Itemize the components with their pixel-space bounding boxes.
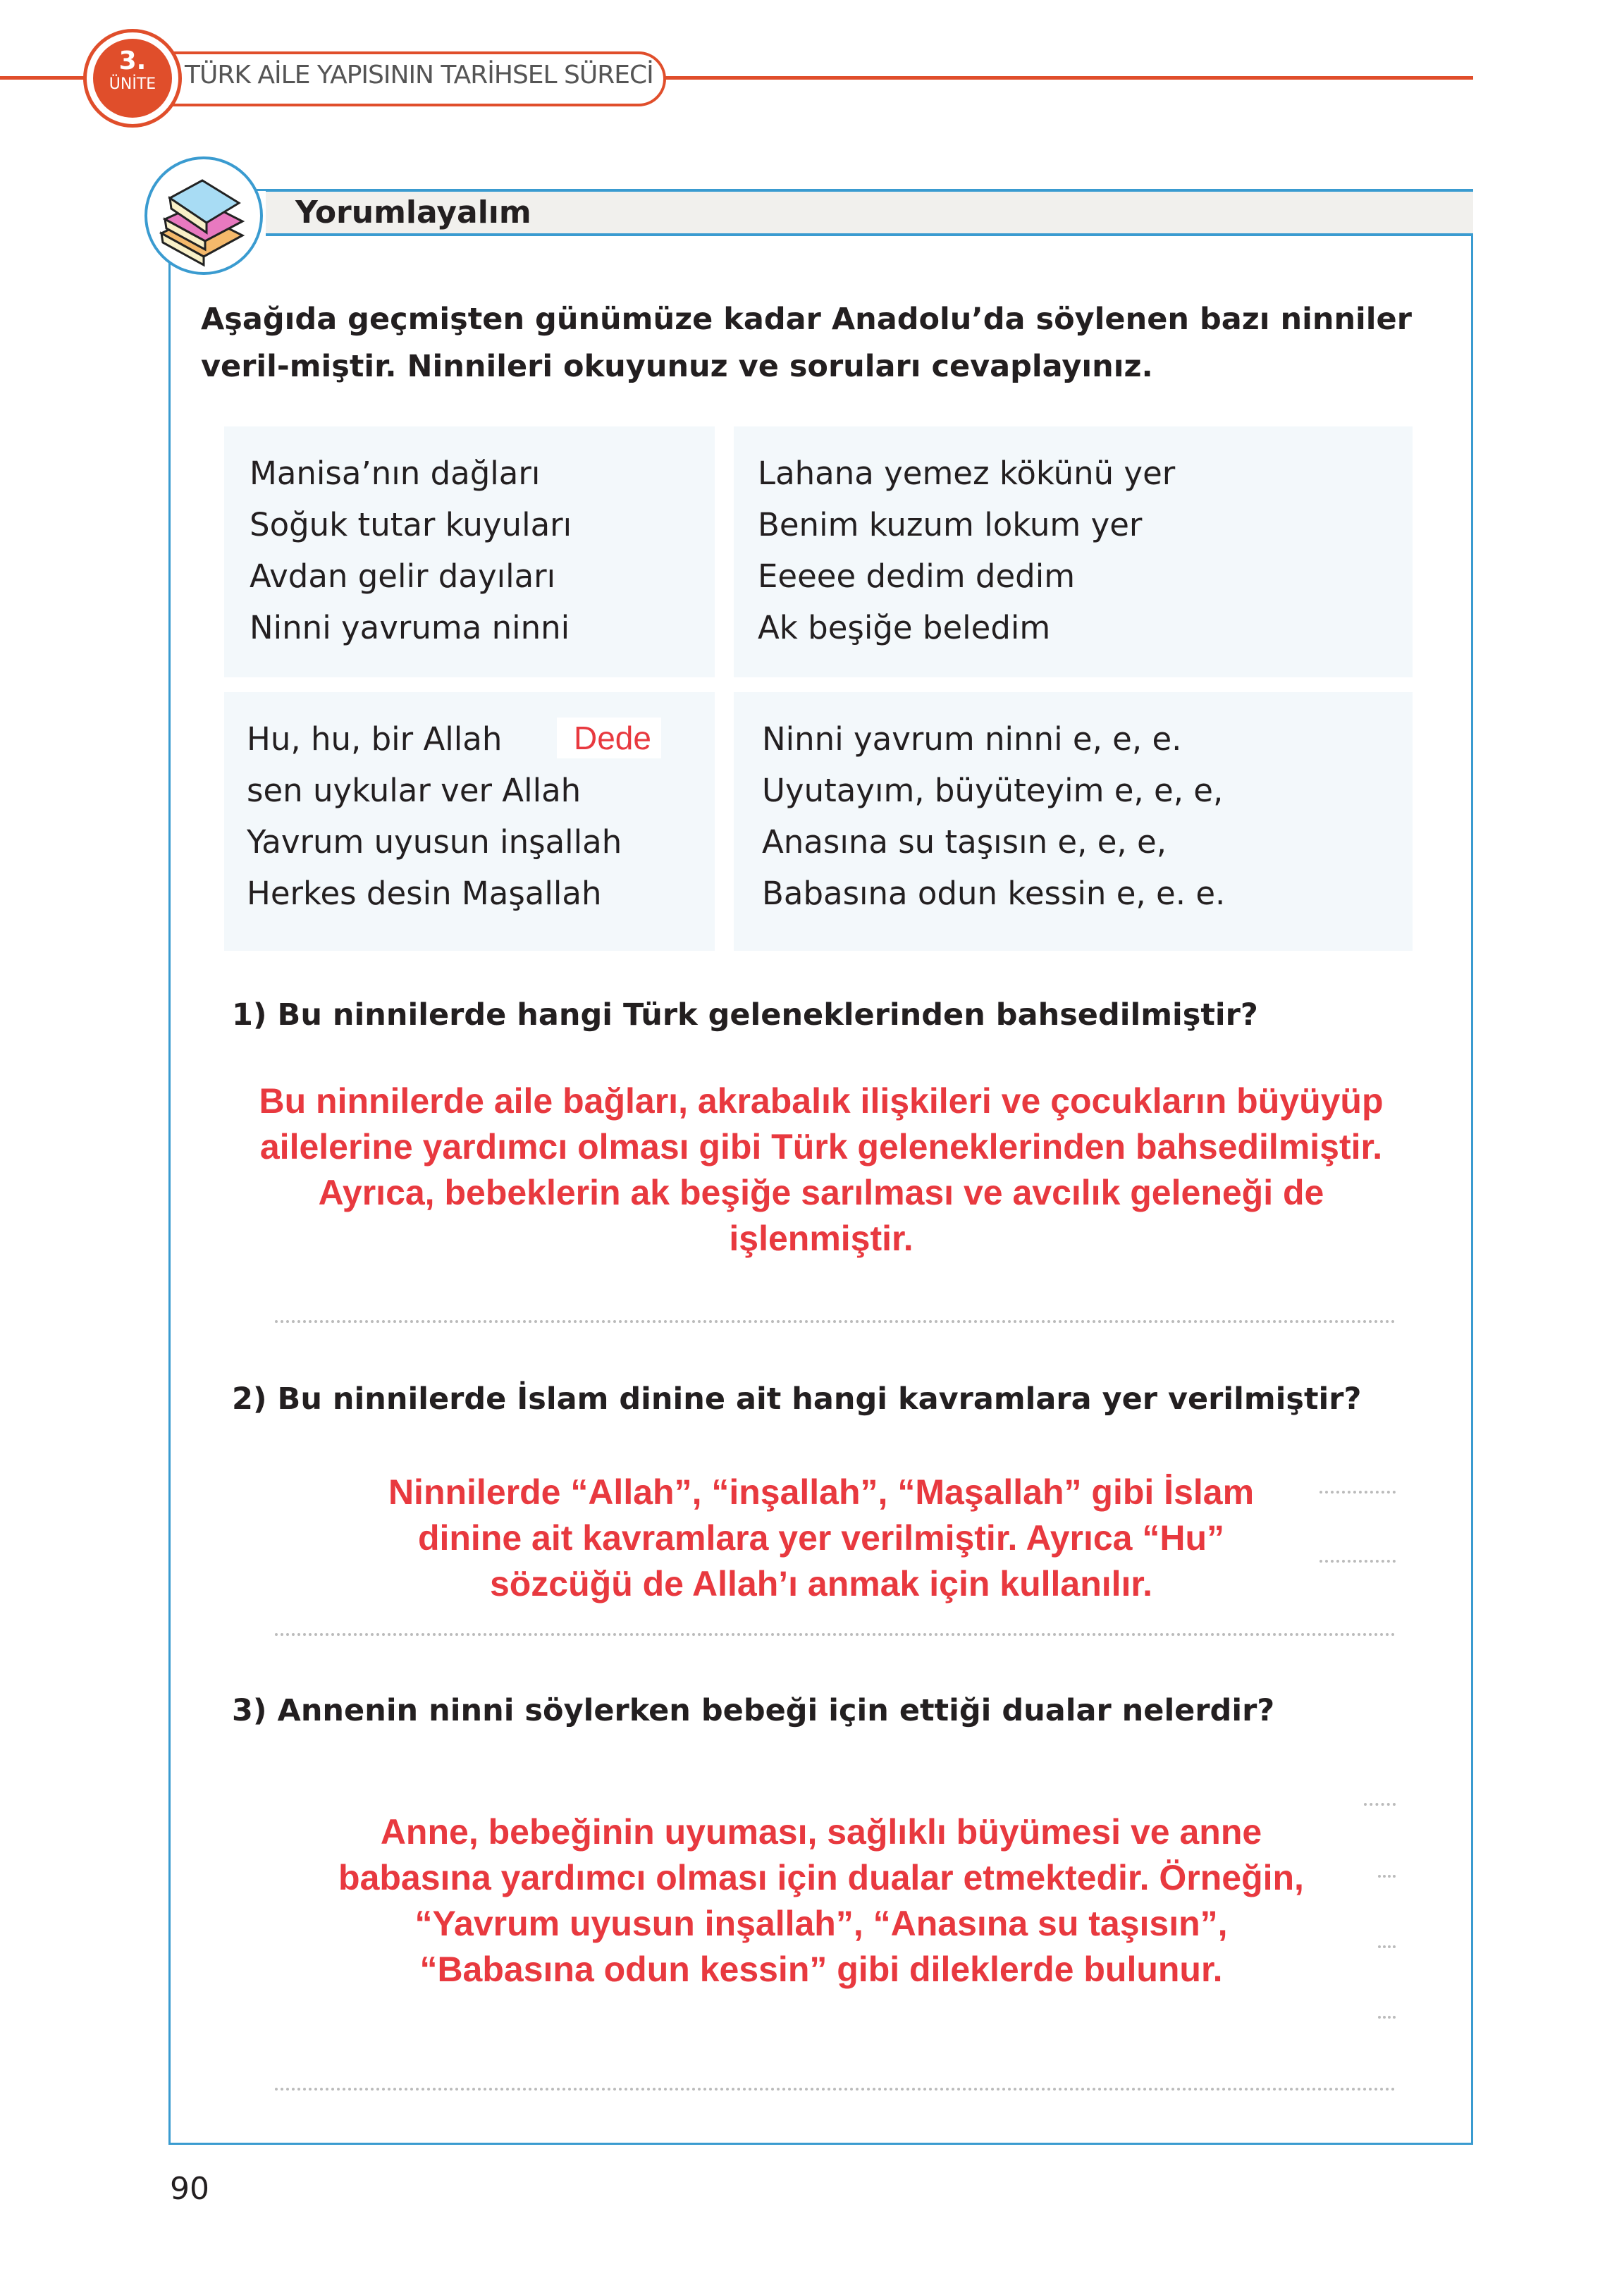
answer-line: “Yavrum uyusun inşallah”, “Anasına su taşısın”, bbox=[414, 1904, 1228, 1943]
poem-line: Uyutayım, büyüteyim e, e, e, bbox=[762, 772, 1224, 809]
poem-line: Anasına su taşısın e, e, e, bbox=[762, 823, 1167, 861]
unit-title: TÜRK AİLE YAPISININ TARİHSEL SÜRECİ bbox=[185, 61, 653, 90]
answer-line: dinine ait kavramlara yer verilmiştir. Ayrıca “Hu” bbox=[417, 1518, 1225, 1558]
answer-line-dots bbox=[1378, 2016, 1396, 2019]
poem-box-1 bbox=[224, 426, 715, 677]
poem-line: Ninni yavruma ninni bbox=[250, 609, 570, 646]
poem-line: Lahana yemez kökünü yer bbox=[758, 455, 1176, 492]
question-2: 2) Bu ninnilerde İslam dinine ait hangi kavramlara yer verilmiştir? bbox=[232, 1381, 1362, 1417]
poem-line: Yavrum uyusun inşallah bbox=[247, 823, 622, 861]
answer-1[interactable] bbox=[197, 1078, 1445, 1262]
books-icon bbox=[144, 156, 263, 275]
unit-badge bbox=[93, 39, 172, 118]
answer-line: Bu ninnilerde aile bağları, akrabalık ilişkileri ve çocukların büyüyüp bbox=[259, 1081, 1384, 1121]
answer-line: sözcüğü de Allah’ı anmak için kullanılır. bbox=[489, 1564, 1153, 1603]
handwritten-overlay-label: Dede bbox=[557, 718, 661, 758]
answer-line: Ninnilerde “Allah”, “inşallah”, “Maşallah” gibi İslam bbox=[388, 1472, 1255, 1512]
poem-line: Herkes desin Maşallah bbox=[247, 875, 602, 912]
answer-line-dots bbox=[275, 1320, 1396, 1323]
unit-label: ÜNİTE bbox=[109, 75, 156, 93]
poem-line: Ninni yavrum ninni e, e, e. bbox=[762, 720, 1182, 758]
unit-number: 3. bbox=[118, 47, 147, 75]
poem-line: Benim kuzum lokum yer bbox=[758, 506, 1143, 543]
poem-line: Manisa’nın dağları bbox=[250, 455, 541, 492]
answer-line: “Babasına odun kessin” gibi dileklerde bulunur. bbox=[419, 1950, 1223, 1989]
poem-line: Ak beşiğe beledim bbox=[758, 609, 1051, 646]
answer-line: işlenmiştir. bbox=[729, 1219, 914, 1258]
poem-box-2 bbox=[734, 426, 1413, 677]
instructions: Aşağıda geçmişten günümüze kadar Anadolu’da söylenen bazı ninniler veril-miştir. Ninnileri okuyunuz ve soruları cevaplayınız. bbox=[201, 302, 1412, 384]
question-3: 3) Annenin ninni söylerken bebeği için ettiği dualar nelerdir? bbox=[232, 1693, 1275, 1728]
answer-line: Ayrıca, bebeklerin ak beşiğe sarılması ve avcılık geleneği de bbox=[318, 1173, 1324, 1212]
section-title: Yorumlayalım bbox=[295, 195, 531, 230]
answer-line: babasına yardımcı olması için dualar etmektedir. Örneğin, bbox=[338, 1858, 1304, 1897]
page-number: 90 bbox=[170, 2171, 209, 2207]
answer-3[interactable] bbox=[197, 1809, 1445, 1993]
answer-line: Anne, bebeğinin uyuması, sağlıklı büyümesi ve anne bbox=[380, 1812, 1262, 1852]
answer-2[interactable] bbox=[211, 1470, 1431, 1607]
answer-line-dots bbox=[275, 2088, 1396, 2091]
poem-line: Hu, hu, bir Allah bbox=[247, 720, 503, 758]
answer-line-dots bbox=[275, 1633, 1396, 1636]
answer-line-dots bbox=[1364, 1803, 1396, 1806]
question-1: 1) Bu ninnilerde hangi Türk geleneklerinden bahsedilmiştir? bbox=[232, 997, 1258, 1033]
poem-line: Babasına odun kessin e, e. e. bbox=[762, 875, 1226, 912]
poem-box-4 bbox=[734, 692, 1413, 951]
answer-line: ailelerine yardımcı olması gibi Türk geleneklerinden bahsedilmiştir. bbox=[259, 1127, 1383, 1166]
poem-line: Soğuk tutar kuyuları bbox=[250, 506, 572, 543]
poem-line: Eeeee dedim dedim bbox=[758, 558, 1076, 595]
poem-line: sen uykular ver Allah bbox=[247, 772, 582, 809]
poem-line: Avdan gelir dayıları bbox=[250, 558, 556, 595]
